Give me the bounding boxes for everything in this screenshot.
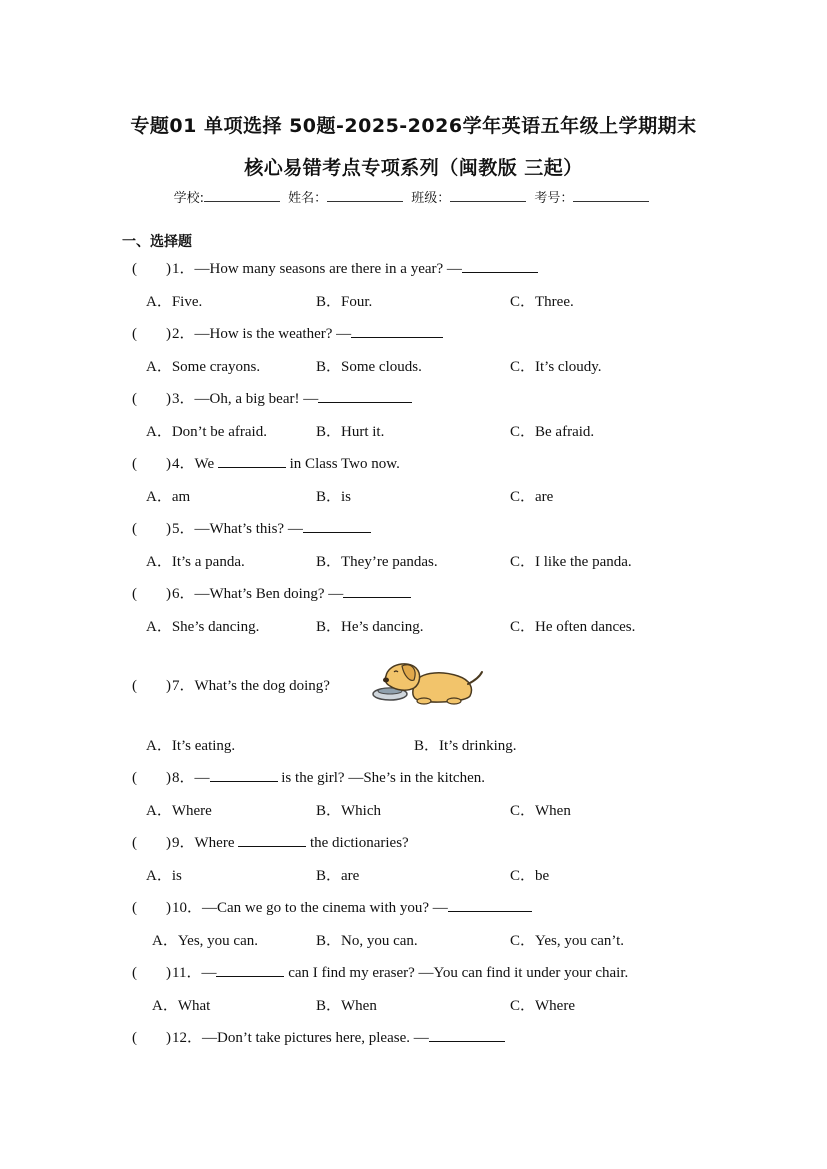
answer-blank[interactable] bbox=[318, 388, 412, 403]
student-info-line bbox=[0, 187, 827, 206]
option-a[interactable]: A．Where bbox=[146, 803, 212, 819]
options-row bbox=[0, 421, 827, 443]
answer-paren-close: ) bbox=[166, 521, 171, 537]
dog-paw-shape bbox=[417, 698, 431, 704]
answer-blank[interactable] bbox=[218, 453, 286, 468]
option-c[interactable]: C．He often dances. bbox=[510, 619, 636, 635]
option-c[interactable]: C．Yes, you can’t. bbox=[510, 933, 625, 949]
answer-paren-open[interactable]: ( bbox=[132, 586, 137, 602]
options-row bbox=[0, 800, 827, 822]
answer-paren-close: ) bbox=[166, 835, 171, 851]
class-blank[interactable] bbox=[450, 189, 526, 202]
answer-paren-open[interactable]: ( bbox=[132, 261, 137, 277]
option-a[interactable]: A．Some crayons. bbox=[146, 359, 261, 375]
answer-blank[interactable] bbox=[216, 962, 284, 977]
answer-paren-open[interactable]: ( bbox=[132, 678, 137, 694]
option-c[interactable]: C．be bbox=[510, 868, 550, 884]
question-stem: 11．— can I find my eraser? —You can find it under your chair. bbox=[172, 962, 628, 984]
options-row bbox=[0, 486, 827, 508]
option-c[interactable]: C．Where bbox=[510, 998, 575, 1014]
answer-blank[interactable] bbox=[210, 767, 278, 782]
question-stem: 2．—How is the weather? — bbox=[172, 323, 443, 345]
document-title-line1: 专题01 单项选择 50题-2025-2026学年英语五年级上学期期末 bbox=[130, 115, 697, 137]
answer-paren-close: ) bbox=[166, 326, 171, 342]
question-stem: 6．—What’s Ben doing? — bbox=[172, 583, 411, 605]
number-label: 考号： bbox=[534, 191, 574, 206]
question-stem: 9．Where the dictionaries? bbox=[172, 832, 409, 854]
answer-paren-open[interactable]: ( bbox=[132, 900, 137, 916]
answer-paren-open[interactable]: ( bbox=[132, 965, 137, 981]
answer-paren-close: ) bbox=[166, 678, 171, 694]
option-a[interactable]: A．am bbox=[146, 489, 191, 505]
answer-paren-close: ) bbox=[166, 261, 171, 277]
answer-paren-open[interactable]: ( bbox=[132, 521, 137, 537]
answer-paren-close: ) bbox=[166, 456, 171, 472]
answer-blank[interactable] bbox=[303, 518, 371, 533]
options-row bbox=[0, 356, 827, 378]
option-b[interactable]: B．Hurt it. bbox=[316, 424, 385, 440]
question-row bbox=[0, 897, 827, 919]
option-c[interactable]: C．are bbox=[510, 489, 554, 505]
answer-paren-open[interactable]: ( bbox=[132, 391, 137, 407]
option-c[interactable]: C．Be afraid. bbox=[510, 424, 595, 440]
option-b[interactable]: B．When bbox=[316, 998, 377, 1014]
answer-blank[interactable] bbox=[462, 258, 538, 273]
dog-paw-shape bbox=[447, 698, 461, 704]
question-stem: 12．—Don’t take pictures here, please. — bbox=[172, 1027, 505, 1049]
answer-paren-close: ) bbox=[166, 770, 171, 786]
name-blank[interactable] bbox=[327, 189, 403, 202]
options-row bbox=[0, 930, 827, 952]
answer-paren-open[interactable]: ( bbox=[132, 1030, 137, 1046]
question-stem: 5．—What’s this? — bbox=[172, 518, 371, 540]
question-row bbox=[0, 258, 827, 280]
option-b[interactable]: B．It’s drinking. bbox=[414, 738, 517, 754]
option-c[interactable]: C．It’s cloudy. bbox=[510, 359, 602, 375]
answer-paren-open[interactable]: ( bbox=[132, 835, 137, 851]
question-stem: 1．—How many seasons are there in a year? — bbox=[172, 258, 538, 280]
question-row bbox=[0, 832, 827, 854]
question-row bbox=[0, 453, 827, 475]
question-row bbox=[0, 388, 827, 410]
question-stem: 3．—Oh, a big bear! — bbox=[172, 388, 412, 410]
section-title: 一、选择题 bbox=[122, 234, 192, 250]
option-a[interactable]: A．What bbox=[152, 998, 211, 1014]
option-b[interactable]: B．Which bbox=[316, 803, 381, 819]
question-stem: 8．— is the girl? —She’s in the kitchen. bbox=[172, 767, 485, 789]
answer-blank[interactable] bbox=[429, 1027, 505, 1042]
option-b[interactable]: B．No, you can. bbox=[316, 933, 418, 949]
question-stem: 4．We in Class Two now. bbox=[172, 453, 400, 475]
name-label: 姓名： bbox=[288, 191, 328, 206]
option-a[interactable]: A．She’s dancing. bbox=[146, 619, 260, 635]
answer-paren-open[interactable]: ( bbox=[132, 326, 137, 342]
options-row bbox=[0, 995, 827, 1017]
answer-paren-open[interactable]: ( bbox=[132, 456, 137, 472]
answer-blank[interactable] bbox=[351, 323, 443, 338]
option-b[interactable]: B．are bbox=[316, 868, 360, 884]
school-blank[interactable] bbox=[204, 189, 280, 202]
question-row bbox=[0, 518, 827, 540]
options-row bbox=[0, 551, 827, 573]
options-row bbox=[0, 291, 827, 313]
answer-blank[interactable] bbox=[238, 832, 306, 847]
question-row bbox=[0, 767, 827, 789]
option-b[interactable]: B．is bbox=[316, 489, 352, 505]
option-c[interactable]: C．Three. bbox=[510, 294, 574, 310]
option-b[interactable]: B．They’re pandas. bbox=[316, 554, 438, 570]
options-row bbox=[0, 616, 827, 638]
question-row bbox=[0, 323, 827, 345]
options-row bbox=[0, 735, 827, 757]
option-a[interactable]: A．Don’t be afraid. bbox=[146, 424, 267, 440]
answer-paren-close: ) bbox=[166, 586, 171, 602]
dog-tail-shape bbox=[468, 672, 482, 684]
option-b[interactable]: B．Four. bbox=[316, 294, 373, 310]
option-a[interactable]: A．It’s eating. bbox=[146, 738, 236, 754]
answer-paren-close: ) bbox=[166, 1030, 171, 1046]
option-a[interactable]: A．is bbox=[146, 868, 182, 884]
option-c[interactable]: C．I like the panda. bbox=[510, 554, 632, 570]
question-row bbox=[0, 962, 827, 984]
number-blank[interactable] bbox=[573, 189, 649, 202]
options-row bbox=[0, 865, 827, 887]
option-a[interactable]: A．It’s a panda. bbox=[146, 554, 245, 570]
option-b[interactable]: B．Some clouds. bbox=[316, 359, 422, 375]
answer-paren-close: ) bbox=[166, 965, 171, 981]
dog-eating-image bbox=[370, 656, 486, 706]
answer-paren-open[interactable]: ( bbox=[132, 770, 137, 786]
question-row bbox=[0, 583, 827, 605]
class-label: 班级： bbox=[411, 191, 451, 206]
option-b[interactable]: B．He’s dancing. bbox=[316, 619, 424, 635]
question-row bbox=[0, 1027, 827, 1049]
school-label: 学校: bbox=[173, 191, 204, 206]
option-c[interactable]: C．When bbox=[510, 803, 571, 819]
option-a[interactable]: A．Five. bbox=[146, 294, 203, 310]
answer-paren-close: ) bbox=[166, 391, 171, 407]
answer-blank[interactable] bbox=[448, 897, 532, 912]
question-stem: 10．—Can we go to the cinema with you? — bbox=[172, 897, 532, 919]
dog-nose-shape bbox=[383, 678, 389, 683]
option-a[interactable]: A．Yes, you can. bbox=[152, 933, 258, 949]
document-title-line2: 核心易错考点专项系列（闽教版 三起） bbox=[244, 157, 583, 179]
answer-blank[interactable] bbox=[343, 583, 411, 598]
question-stem: 7．What’s the dog doing? bbox=[172, 678, 330, 694]
answer-paren-close: ) bbox=[166, 900, 171, 916]
